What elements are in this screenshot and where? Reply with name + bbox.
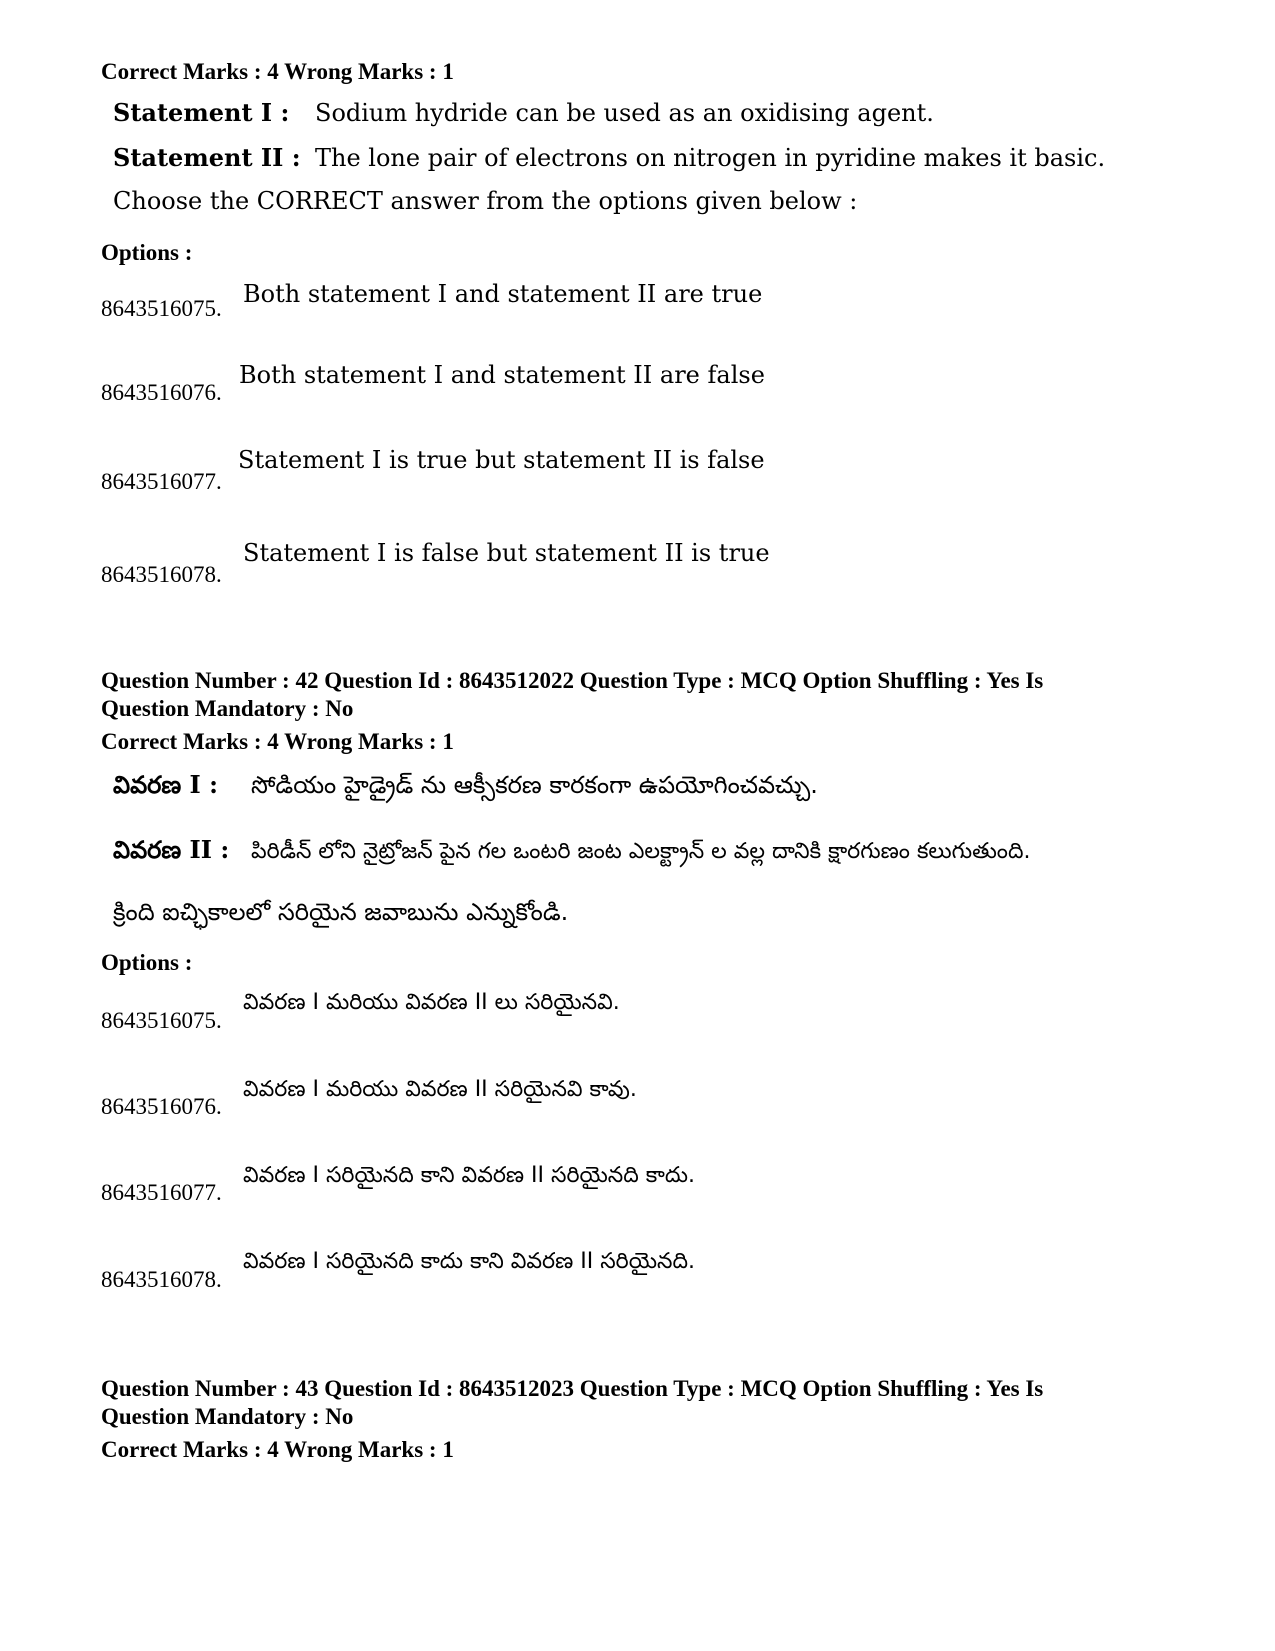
q41-option-3-id: 8643516077. — [101, 469, 222, 494]
q42-option-1-text: వివరణ I మరియు వివరణ II లు సరియైనవి. — [243, 990, 620, 1015]
q42-option-2-id: 8643516076. — [101, 1094, 222, 1119]
q41-statement-1-text: Sodium hydride can be used as an oxidising agent. — [315, 99, 934, 127]
q42-option-3-text: వివరణ I సరియైనది కాని వివరణ II సరియైనది కాదు. — [243, 1163, 695, 1188]
q42-options-label: Options : — [101, 950, 193, 975]
q41-statement-2 — [113, 143, 1105, 172]
q42-statement-1-label: వివరణ I : — [113, 770, 218, 799]
q41-statement-2-text: The lone pair of electrons on nitrogen in pyridine makes it basic. — [315, 144, 1106, 172]
q41-option-2-text: Both statement I and statement II are false — [239, 361, 765, 389]
q42-option-1-id: 8643516075. — [101, 1008, 222, 1033]
q41-option-1-text: Both statement I and statement II are true — [243, 280, 763, 308]
q42-statement-2-text: పిరిడీన్ లోని నైట్రోజన్ పైన గల ఒంటరి జంట ఎలక్ట్రాన్ ల వల్ల దానికి క్షారగుణం కలుగుతుంది. — [251, 839, 1031, 864]
q42-header-line-2: Question Mandatory : No — [101, 696, 354, 721]
q41-option-4-id: 8643516078. — [101, 562, 222, 587]
q41-statement-1-label: Statement I : — [113, 98, 290, 127]
q42-option-4-text: వివరణ I సరియైనది కాదు కాని వివరణ II సరియైనది. — [243, 1249, 695, 1274]
q43-header-line-2: Question Mandatory : No — [101, 1404, 354, 1429]
q43-marks: Correct Marks : 4 Wrong Marks : 1 — [101, 1437, 454, 1462]
q42-option-2-text: వివరణ I మరియు వివరణ II సరియైనవి కావు. — [243, 1077, 637, 1102]
q42-choose-instruction: క్రింది ఐచ్ఛికాలలో సరియైన జవాబును ఎన్నుకోండి. — [113, 898, 569, 926]
q41-marks: Correct Marks : 4 Wrong Marks : 1 — [101, 59, 454, 84]
q41-statement-1 — [113, 98, 934, 127]
q42-marks: Correct Marks : 4 Wrong Marks : 1 — [101, 729, 454, 754]
q41-choose-instruction: Choose the CORRECT answer from the options given below : — [113, 187, 858, 215]
q41-option-3-text: Statement I is true but statement II is false — [238, 446, 765, 474]
q42-option-3-id: 8643516077. — [101, 1180, 222, 1205]
q42-statement-2 — [113, 835, 1031, 870]
q43-header-line-1: Question Number : 43 Question Id : 8643512023 Question Type : MCQ Option Shuffling : Yes Is — [101, 1376, 1044, 1401]
q42-statement-1 — [113, 770, 818, 805]
q42-header-line-1: Question Number : 42 Question Id : 8643512022 Question Type : MCQ Option Shuffling : Yes Is — [101, 668, 1044, 693]
q41-statement-2-label: Statement II : — [113, 143, 301, 172]
q41-options-label: Options : — [101, 240, 193, 265]
q41-option-1-id: 8643516075. — [101, 296, 222, 321]
q41-option-2-id: 8643516076. — [101, 380, 222, 405]
q42-statement-2-label: వివరణ II : — [113, 835, 230, 864]
q42-option-4-id: 8643516078. — [101, 1267, 222, 1292]
q41-option-4-text: Statement I is false but statement II is true — [243, 539, 770, 567]
q42-statement-1-text: సోడియం హైడ్రైడ్ ను ఆక్సీకరణ కారకంగా ఉపయోగించవచ్చు. — [251, 771, 818, 799]
